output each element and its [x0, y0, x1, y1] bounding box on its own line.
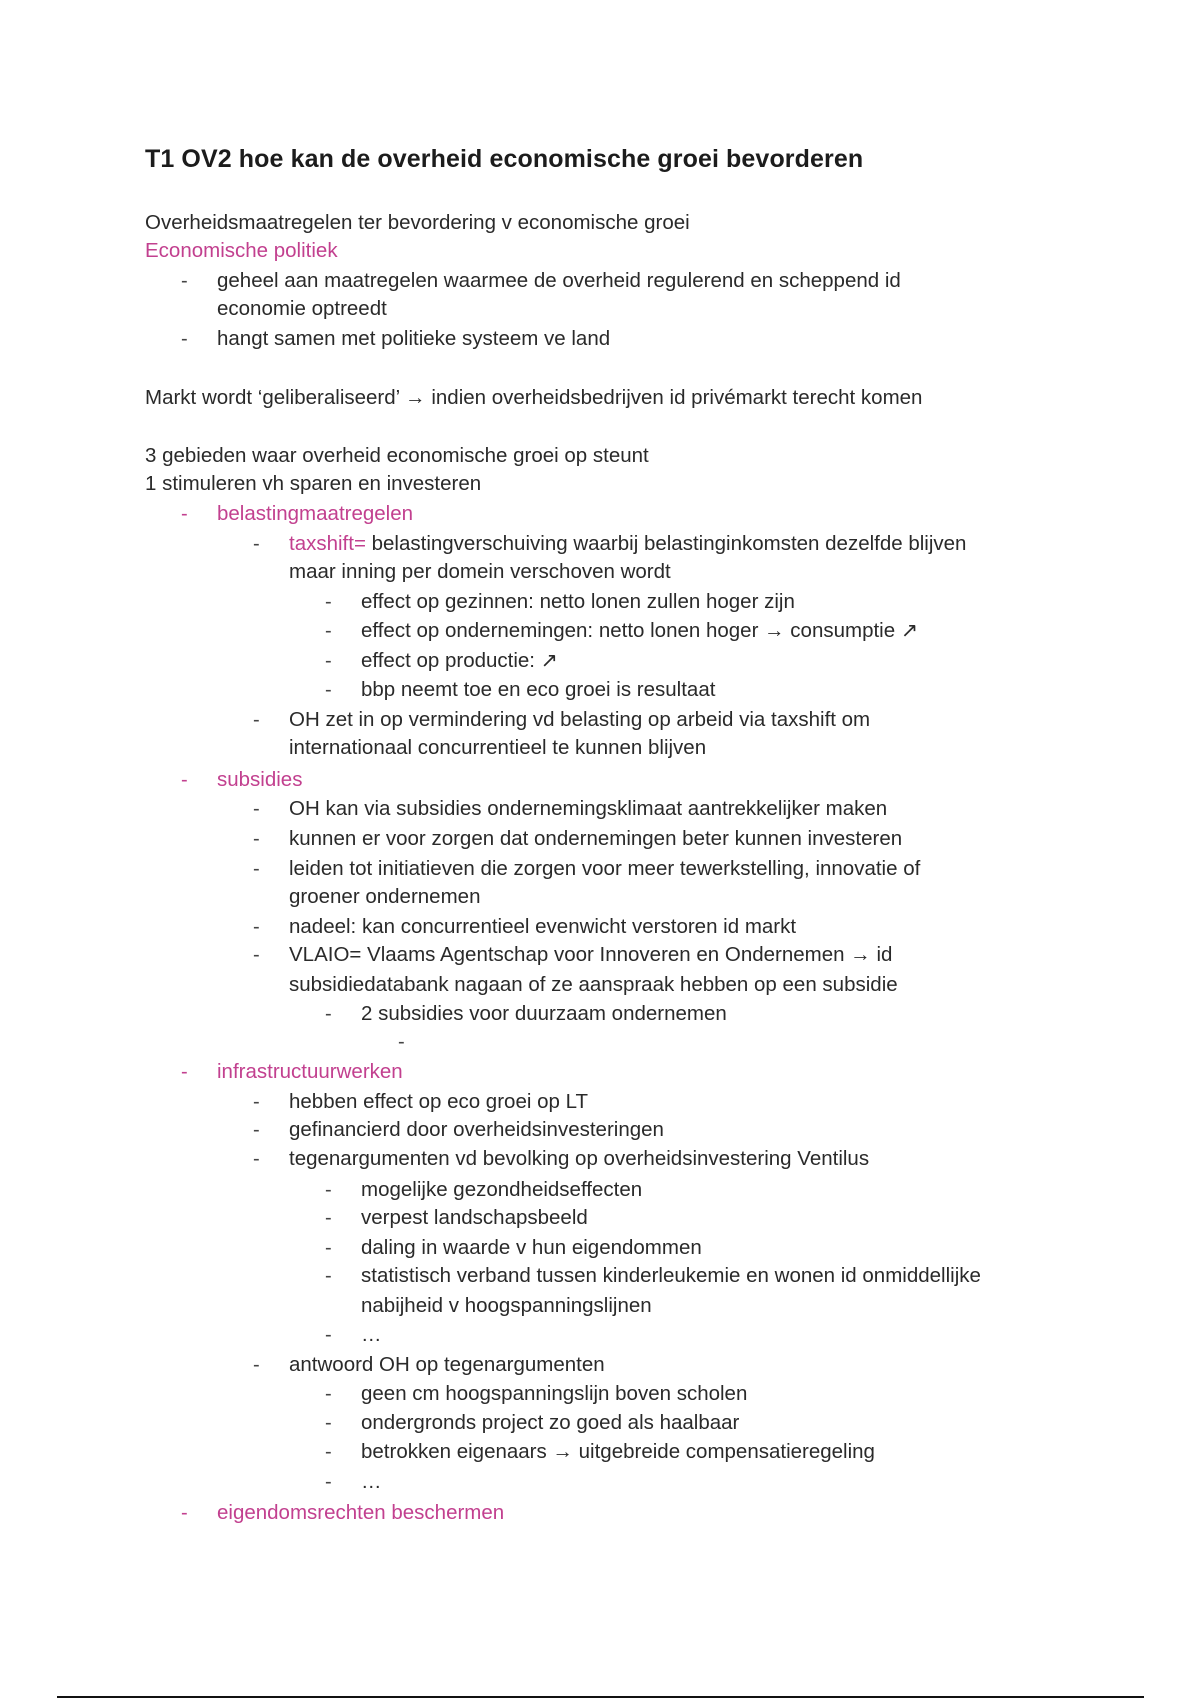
list-item: ondergronds project zo goed als haalbaar — [361, 1411, 740, 1434]
market-line: Markt wordt ‘geliberaliseerd’ → indien overheidsbedrijven id privémarkt terecht komen — [145, 386, 923, 409]
list-item: OH kan via subsidies ondernemingsklimaat aantrekkelijker maken — [289, 797, 888, 820]
bullet-dash: - — [253, 533, 260, 555]
bullet-dash: - — [325, 1207, 332, 1229]
list-item: geen cm hoogspanningslijn boven scholen — [361, 1382, 748, 1405]
list-item-continuation: groener ondernemen — [289, 885, 481, 908]
list-item: 2 subsidies voor duurzaam ondernemen — [361, 1002, 727, 1025]
list-item: taxshift= belastingverschuiving waarbij belastinginkomsten dezelfde blijven — [289, 532, 967, 555]
page-title: T1 OV2 hoe kan de overheid economische groei bevorderen — [145, 145, 864, 173]
bullet-dash: - — [253, 1091, 260, 1113]
bullet-dash: - — [325, 620, 332, 642]
areas-line: 3 gebieden waar overheid economische groei op steunt — [145, 444, 649, 467]
bullet-dash: - — [253, 858, 260, 880]
heading-eigendomsrechten: eigendomsrechten beschermen — [217, 1501, 505, 1524]
heading-economische-politiek: Economische politiek — [145, 239, 338, 262]
list-item: geheel aan maatregelen waarmee de overheid regulerend en scheppend id — [217, 269, 901, 292]
list-item-continuation: economie optreedt — [217, 297, 387, 320]
bullet-dash: - — [325, 1383, 332, 1405]
footer-divider — [57, 1696, 1144, 1698]
bullet-dash: - — [325, 679, 332, 701]
bullet-dash: - — [325, 1471, 332, 1493]
term-taxshift: taxshift= — [289, 532, 366, 555]
list-item: antwoord OH op tegenargumenten — [289, 1353, 605, 1376]
bullet-dash: - — [253, 944, 260, 966]
list-item: … — [361, 1470, 382, 1493]
bullet-dash: - — [181, 1502, 188, 1524]
bullet-dash: - — [181, 503, 188, 525]
list-item-continuation: nabijheid v hoogspanningslijnen — [361, 1294, 652, 1317]
bullet-dash: - — [325, 1237, 332, 1259]
list-item-continuation: subsidiedatabank nagaan of ze aanspraak hebben op een subsidie — [289, 973, 898, 996]
bullet-dash: - — [253, 916, 260, 938]
list-item: mogelijke gezondheidseffecten — [361, 1178, 643, 1201]
list-item: kunnen er voor zorgen dat ondernemingen beter kunnen investeren — [289, 827, 903, 850]
list-item: OH zet in op vermindering vd belasting op arbeid via taxshift om — [289, 708, 871, 731]
bullet-dash: - — [325, 650, 332, 672]
section-heading: 1 stimuleren vh sparen en investeren — [145, 472, 482, 495]
list-item-continuation: internationaal concurrentieel te kunnen blijven — [289, 736, 707, 759]
bullet-dash: - — [398, 1031, 405, 1053]
list-item: daling in waarde v hun eigendommen — [361, 1236, 702, 1259]
bullet-dash: - — [253, 828, 260, 850]
bullet-dash: - — [181, 328, 188, 350]
list-item: … — [361, 1323, 382, 1346]
list-item: tegenargumenten vd bevolking op overheidsinvestering Ventilus — [289, 1147, 870, 1170]
bullet-dash: - — [325, 1179, 332, 1201]
bullet-dash: - — [325, 591, 332, 613]
bullet-dash: - — [325, 1265, 332, 1287]
heading-infrastructuurwerken: infrastructuurwerken — [217, 1060, 403, 1083]
bullet-dash: - — [325, 1003, 332, 1025]
bullet-dash: - — [181, 769, 188, 791]
list-item: leiden tot initiatieven die zorgen voor meer tewerkstelling, innovatie of — [289, 857, 921, 880]
list-item: VLAIO= Vlaams Agentschap voor Innoveren en Ondernemen → id — [289, 943, 893, 966]
heading-subsidies: subsidies — [217, 768, 303, 791]
bullet-dash: - — [253, 1148, 260, 1170]
list-item: effect op ondernemingen: netto lonen hoger → consumptie ↗ — [361, 619, 918, 642]
bullet-dash: - — [181, 270, 188, 292]
list-item: statistisch verband tussen kinderleukemie en wonen id onmiddellijke — [361, 1264, 981, 1287]
list-item-continuation: maar inning per domein verschoven wordt — [289, 560, 671, 583]
bullet-dash: - — [253, 1354, 260, 1376]
bullet-dash: - — [325, 1441, 332, 1463]
list-item: nadeel: kan concurrentieel evenwicht verstoren id markt — [289, 915, 797, 938]
list-item: verpest landschapsbeeld — [361, 1206, 588, 1229]
list-item: effect op gezinnen: netto lonen zullen hoger zijn — [361, 590, 795, 613]
bullet-dash: - — [253, 709, 260, 731]
list-item: hebben effect op eco groei op LT — [289, 1090, 588, 1113]
bullet-dash: - — [253, 1119, 260, 1141]
list-item: betrokken eigenaars → uitgebreide compensatieregeling — [361, 1440, 875, 1463]
bullet-dash: - — [325, 1324, 332, 1346]
heading-belastingmaatregelen: belastingmaatregelen — [217, 502, 414, 525]
list-item: effect op productie: ↗ — [361, 649, 558, 672]
bullet-dash: - — [325, 1412, 332, 1434]
list-item: hangt samen met politieke systeem ve land — [217, 327, 611, 350]
bullet-dash: - — [253, 798, 260, 820]
intro-line: Overheidsmaatregelen ter bevordering v economische groei — [145, 211, 690, 234]
bullet-dash: - — [181, 1061, 188, 1083]
list-item: bbp neemt toe en eco groei is resultaat — [361, 678, 716, 701]
list-item: gefinancierd door overheidsinvesteringen — [289, 1118, 664, 1141]
